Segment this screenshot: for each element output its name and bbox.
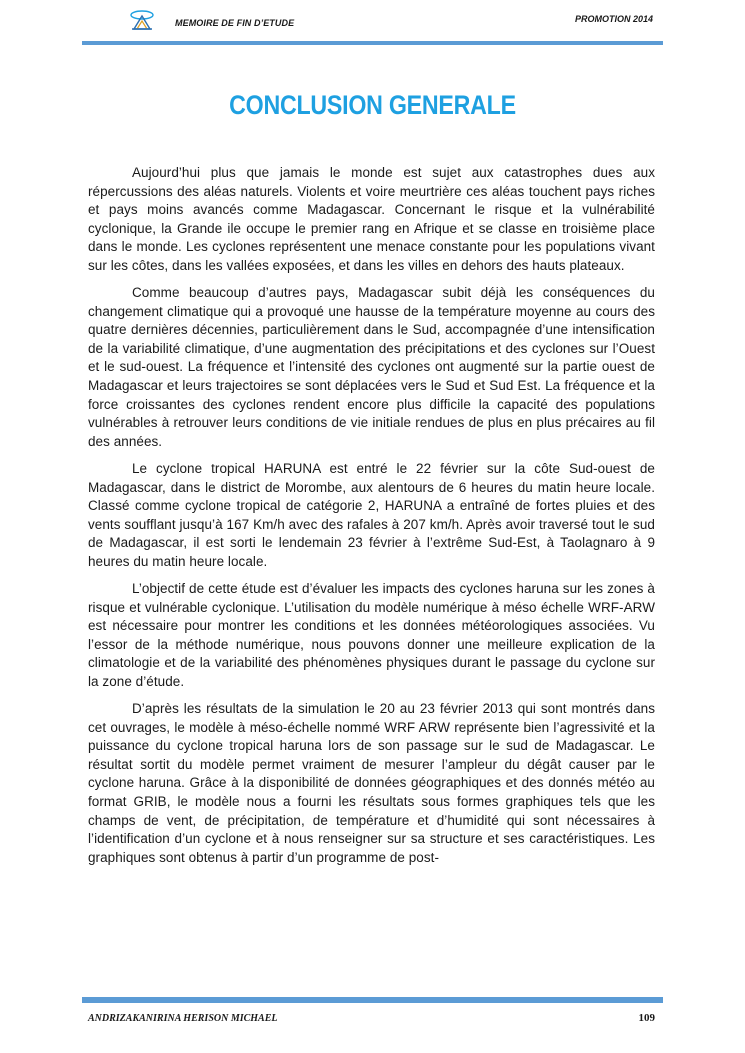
paragraph: Comme beaucoup d’autres pays, Madagascar subit déjà les conséquences du changement climatique qui a provoqué une hausse de la température moyenne au cours des quatre dernières décennies, particulièrement dans le Sud, accompagnée d’une intensification de la variabilité climatique, d’une augmentation des précipitations et des cyclones sur l’Ouest et le sud-ouest. La fréquence et l’intensité des cyclones ont augmenté sur la partie ouest de Madagascar et leurs trajectoires se sont déplacées vers le Sud et Sud Est. La fréquence et la force croissantes des cyclones rendent encore plus difficile la capacité des populations vulnérables à retrouver leurs conditions de vie initiale rendues de plus en plus précaires au fil des années. xyxy=(88,285,655,449)
paragraph: D’après les résultats de la simulation le 20 au 23 février 2013 qui sont montrés dans cet ouvrages, le modèle à méso-échelle nommé WRF ARW représente bien l’agressivité et la puissance du cyclone tropical haruna lors de son passage sur le sud de Madagascar. Le résultat sortit du modèle permet vraiment de mesurer l’ampleur du dégât causer par le cyclone haruna. Grâce à la disponibilité de données géographiques et des donnés météo au format GRIB, le modèle nous a fourni les résultats sous formes graphiques tels que les champs de vent, de précipitation, de température et d’humidité qui sont nécessaires à l’identification d’un cyclone et à nous renseigner sur sa structure et ses caractéristiques. Les graphiques sont obtenus à partir d’un programme de post- xyxy=(88,701,655,865)
paragraph: L’objectif de cette étude est d’évaluer les impacts des cyclones haruna sur les zones à risque et vulnérable cyclonique. L’utilisation du modèle numérique à méso échelle WRF-ARW est nécessaire pour montrer les conditions et les données météorologiques associées. Vu l’essor de la méthode numérique, nous pouvons donner une meilleure explication de la climatologie et de la variabilité des phénomènes physiques durant le passage du cyclone sur la zone d’étude. xyxy=(88,580,655,689)
paragraph: Aujourd’hui plus que jamais le monde est sujet aux catastrophes dues aux répercussions des aléas naturels. Violents et voire meurtrière ces aléas touchent pays riches et pays moins avancés comme Madagascar. Concernant le risque et la vulnérabilité cyclonique, la Grande ile occupe le premier rang en Afrique et se classe en troisième place dans le monde. Les cyclones représentent une menace constante pour les populations vivant sur les côtes, dans les vallées exposées, et dans les villes en dehors des hauts plateaux. xyxy=(88,165,655,273)
school-logo-icon xyxy=(129,9,155,31)
body-text xyxy=(88,164,655,876)
header-divider xyxy=(82,41,663,45)
paragraph: Le cyclone tropical HARUNA est entré le 22 février sur la côte Sud-ouest de Madagascar, dans le district de Morombe, aux alentours de 6 heures du matin heure locale. Classé comme cyclone tropical de catégorie 2, HARUNA a entraîné de fortes pluies et des vents soufflant jusqu’à 167 Km/h avec des rafales à 207 km/h. Après avoir traversé tout le sud de Madagascar, il est sorti le lendemain 23 février à l’extrême Sud-Est, à Taolagnaro à 9 heures du matin heure locale. xyxy=(88,460,655,569)
header-title: MEMOIRE DE FIN D’ETUDE xyxy=(175,18,295,28)
footer-divider xyxy=(82,997,663,1003)
header-promotion: PROMOTION 2014 xyxy=(574,14,653,24)
page-title: CONCLUSION GENERALE xyxy=(229,90,516,120)
page-number: 109 xyxy=(638,1012,655,1024)
footer-author: ANDRIZAKANIRINA HERISON MICHAEL xyxy=(88,1013,278,1024)
